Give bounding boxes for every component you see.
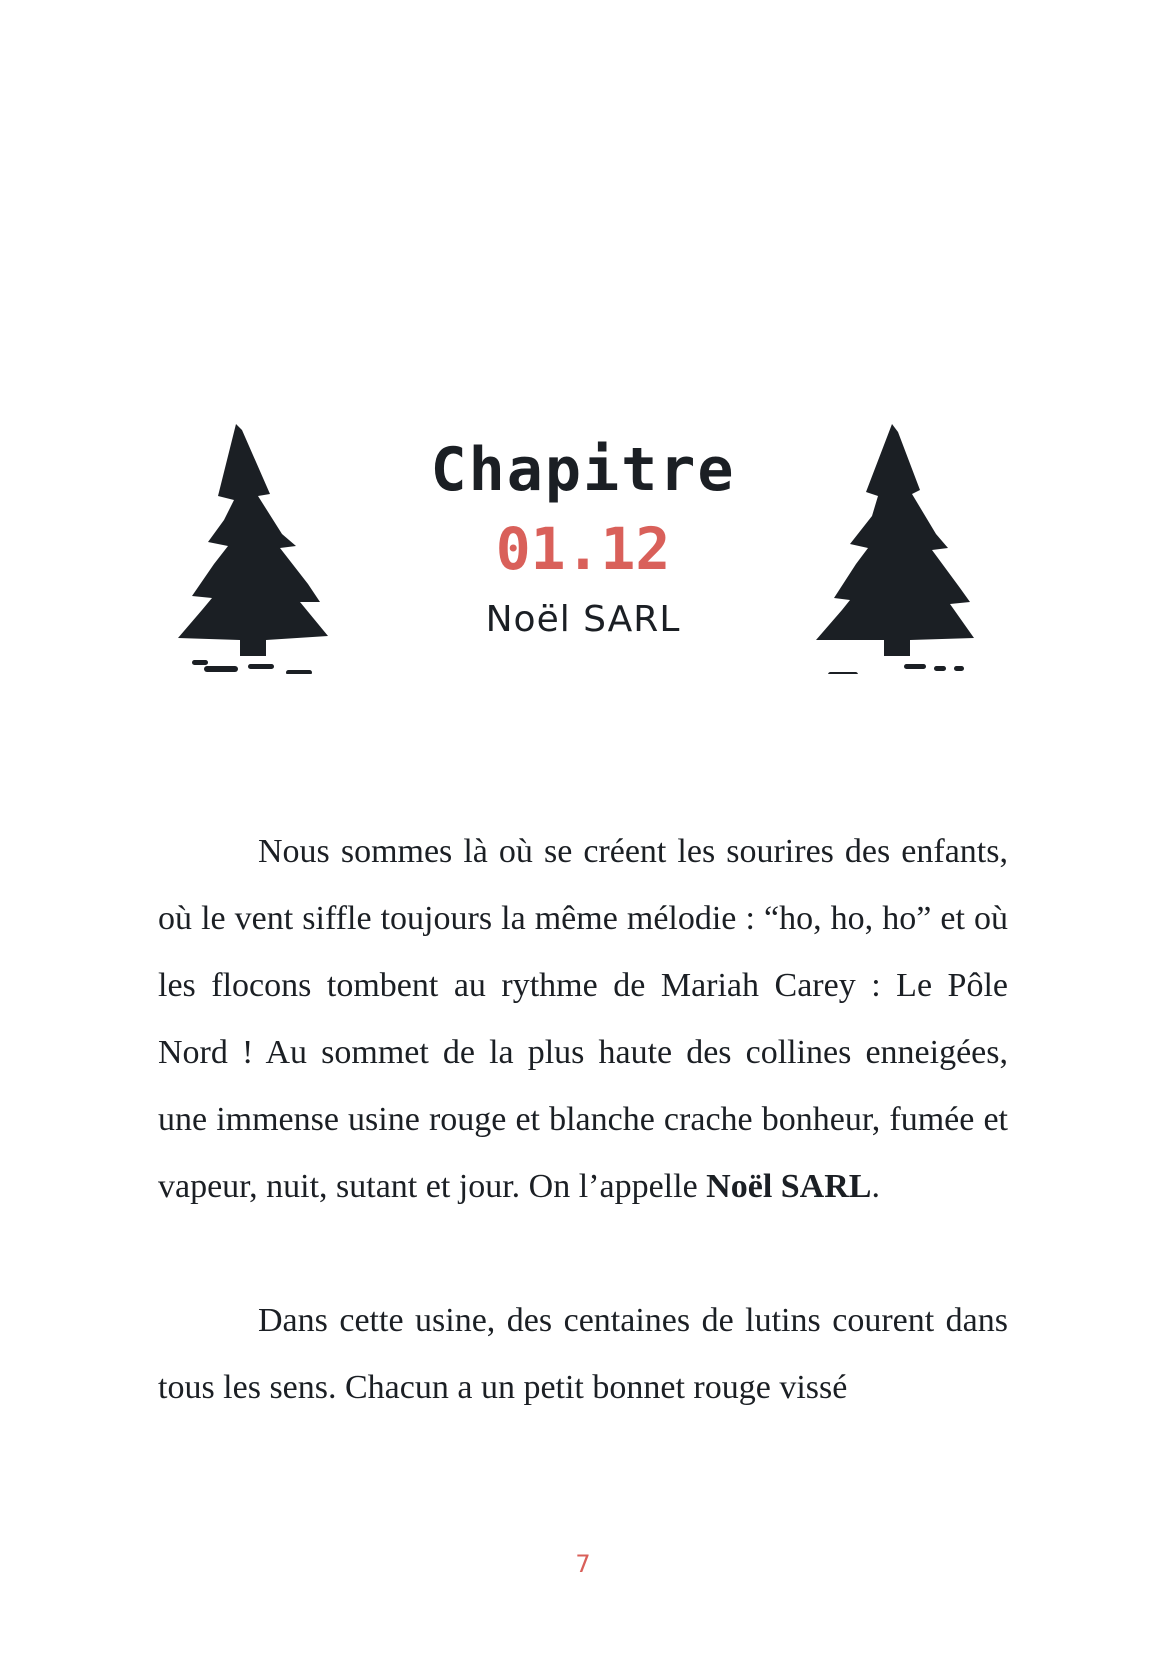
pine-tree-icon <box>178 424 358 674</box>
page-number: 7 <box>575 1550 591 1578</box>
paragraph <box>158 818 1008 1220</box>
chapter-body <box>158 818 1008 1421</box>
pine-tree-icon <box>816 424 976 674</box>
paragraph-end: . <box>871 1168 880 1205</box>
chapter-header <box>0 400 1166 720</box>
paragraph-text: Nous sommes là où se créent les sourires des enfants, où le vent siffle toujours la même mélodie : “ho, ho, ho” et où les flocons tombent au rythme de Mariah Carey : Le Pôle Nord ! Au sommet de la plus haute des collines enneigées, une immense usine rouge et blanche crache bonheur, fumée et vapeur, nuit, sutant et jour. On l’appelle <box>158 833 1008 1205</box>
paragraph: Dans cette usine, des centaines de lutins courent dans tous les sens. Chacun a un petit bonnet rouge vissé <box>158 1302 1008 1406</box>
chapter-name: Noël SARL <box>485 599 681 640</box>
chapter-title-block <box>383 435 783 640</box>
company-name: Noël SARL <box>706 1168 872 1205</box>
chapter-number: 01.12 <box>495 515 671 583</box>
chapter-label: Chapitre <box>430 435 736 505</box>
